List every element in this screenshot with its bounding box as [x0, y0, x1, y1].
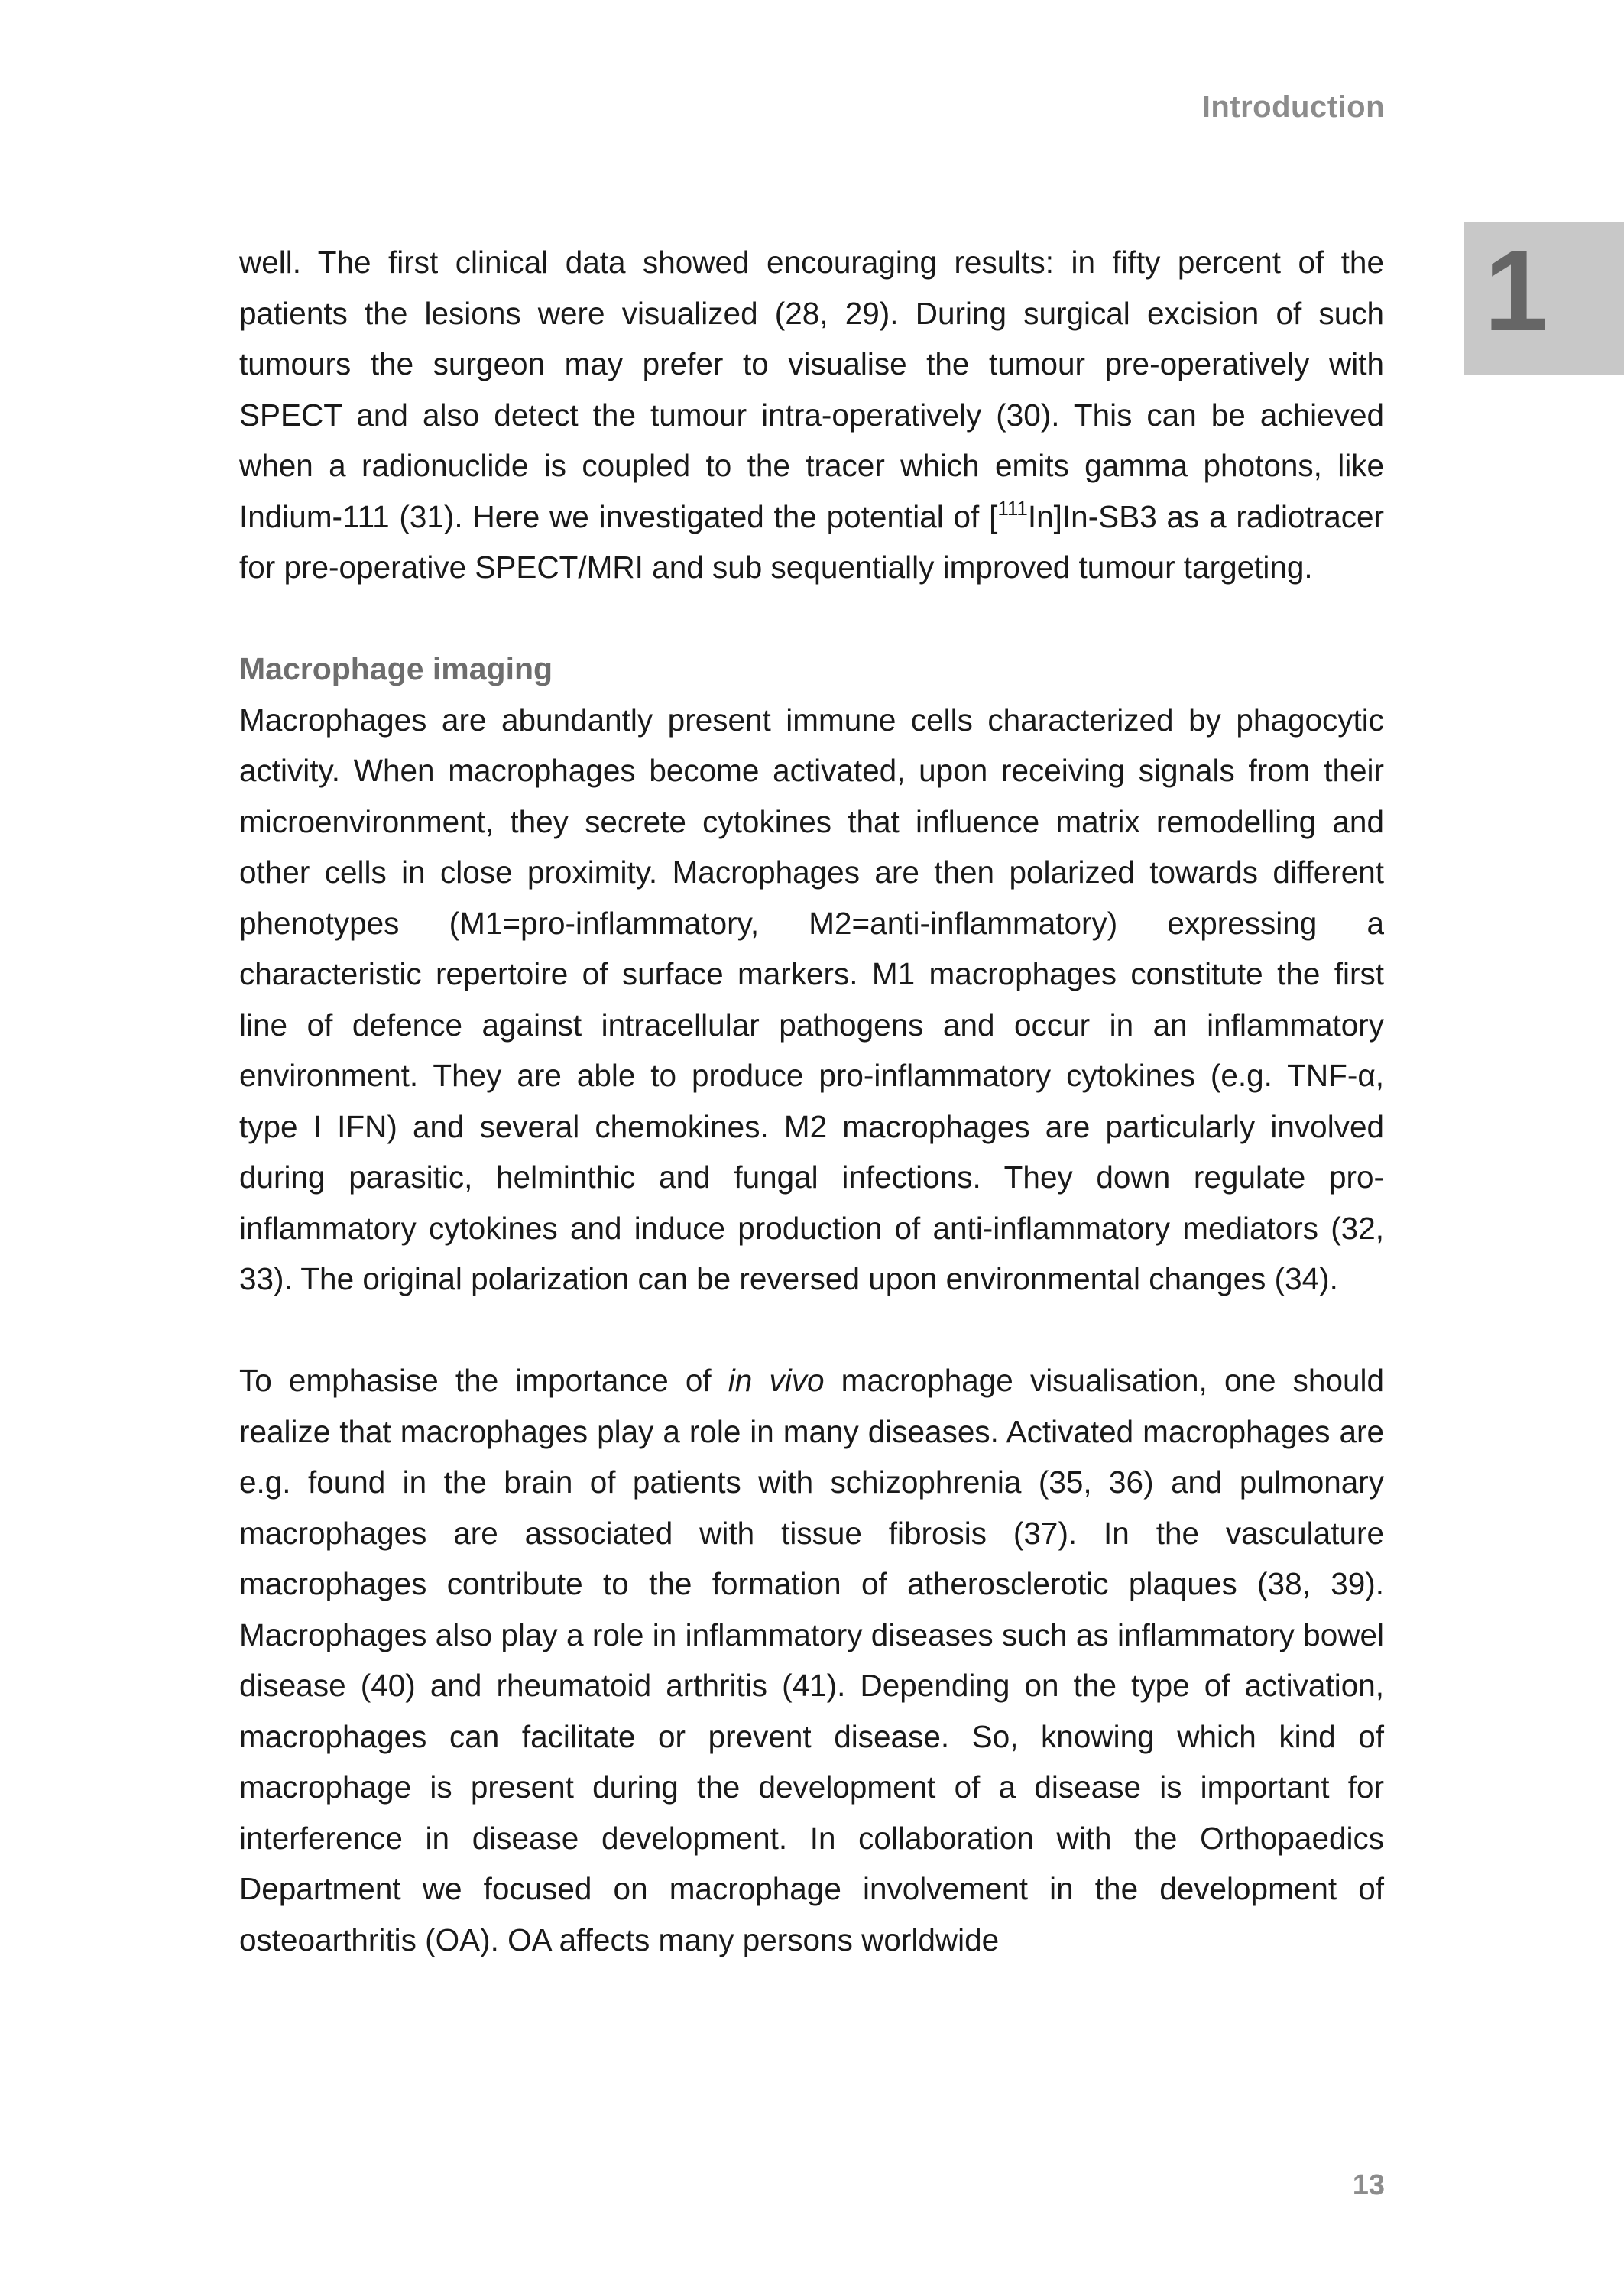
section-heading: Macrophage imaging	[239, 651, 553, 686]
body-text	[239, 237, 1384, 1965]
running-header-title: Introduction	[1201, 90, 1385, 124]
paragraph-3	[239, 1355, 1384, 1965]
paragraph-2: Macrophages are abundantly present immune cells characterized by phagocytic activity. When macrophages become activated, upon receiving signals from their microenvironment, they secrete cytokines that influence matrix remodelling and other cells in close proximity. Macrophages are then polarized towards different phenotypes (M1=pro-inflammatory, M2=anti-inflammatory) expressing a characteristic repertoire of surface markers. M1 macrophages constitute the first line of defence against intracellular pathogens and occur in an inflammatory environment. They are able to produce pro-inflammatory cytokines (e.g. TNF-α, type I IFN) and several chemokines. M2 macrophages are particularly involved during parasitic, helminthic and fungal infections. They down regulate pro-inflammatory cytokines and induce production of anti-inflammatory mediators (32, 33). The original polarization can be reversed upon environmental changes (34).	[239, 702, 1384, 1296]
paragraph-3-text-a: To emphasise the importance of	[239, 1363, 728, 1398]
italic-term: in vivo	[728, 1363, 825, 1398]
page-number: 13	[1352, 2169, 1385, 2201]
paragraph-1-text-b: In]In-SB3 as a radiotracer for pre-operative SPECT/MRI and sub sequentially improved tumour targeting.	[239, 498, 1384, 585]
paragraph-3-text-b: macrophage visualisation, one should realize that macrophages play a role in many diseases. Activated macrophages are e.g. found in the brain of patients with schizophrenia (35, 36) and pulmonary macrophages are associated with tissue fibrosis (37). In the vasculature macrophages contribute to the formation of atherosclerotic plaques (38, 39). Macrophages also play a role in inflammatory diseases such as inflammatory bowel disease (40) and rheumatoid arthritis (41). Depending on the type of activation, macrophages can facilitate or prevent disease. So, knowing which kind of macrophage is present during the development of a disease is important for interference in disease development. In collaboration with the Orthopaedics Department we focused on macrophage involvement in the development of osteoarthritis (OA). OA affects many persons worldwide	[239, 1363, 1385, 1957]
paragraph-1	[239, 237, 1384, 593]
paragraph-1-text-a: well. The first clinical data showed encouraging results: in fifty percent of the patients the lesions were visualized (28, 29). During surgical excision of such tumours the surgeon may prefer to visualise the tumour pre-operatively with SPECT and also detect the tumour intra-operatively (30). This can be achieved when a radionuclide is coupled to the tracer which emits gamma photons, like Indium-111 (31). Here we investigated the potential of [	[239, 245, 1384, 534]
isotope-superscript: 111	[997, 496, 1028, 520]
chapter-number: 1	[1484, 226, 1548, 355]
